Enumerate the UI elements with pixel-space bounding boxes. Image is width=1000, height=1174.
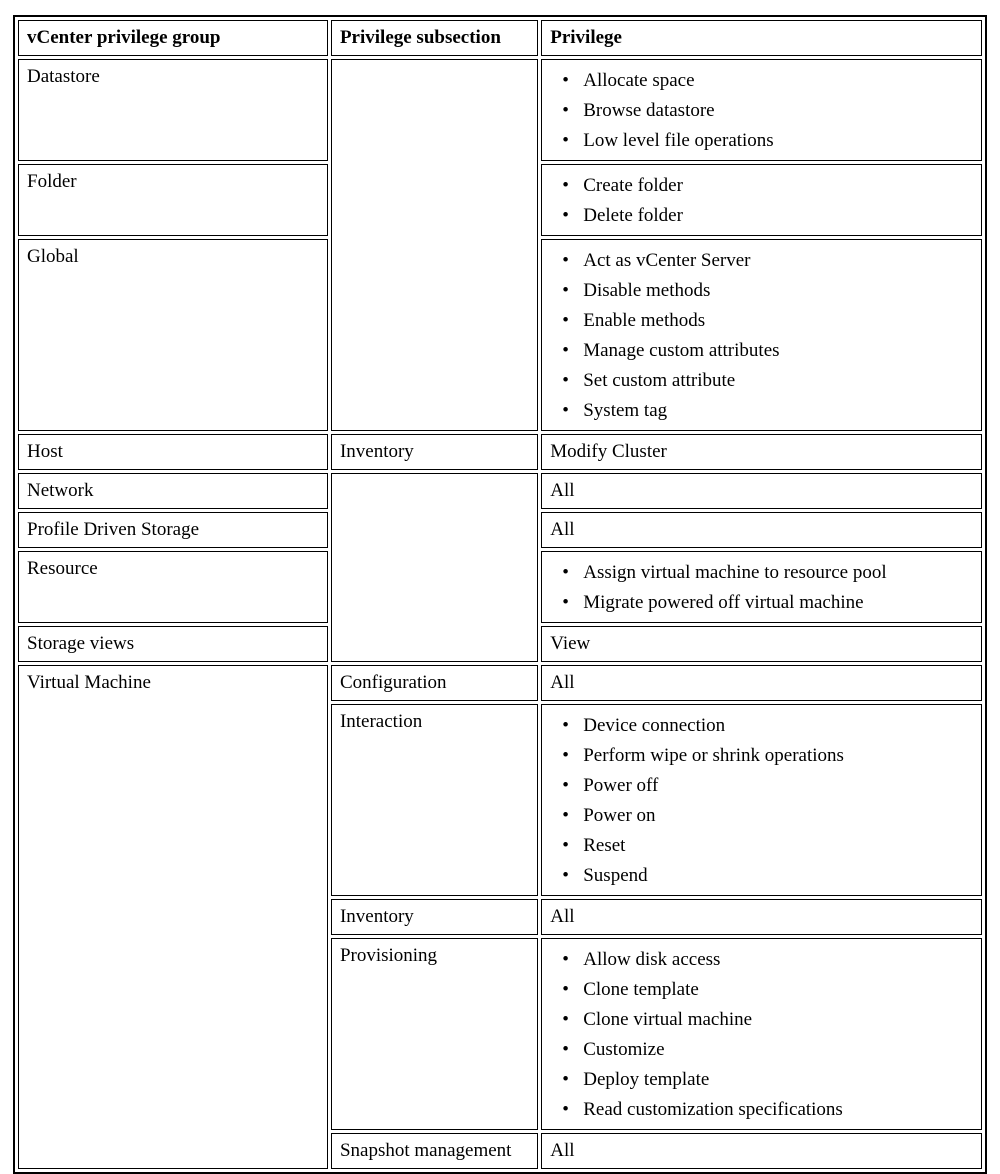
privilege-item: • Create folder: [550, 171, 973, 201]
privilege-item: • Perform wipe or shrink operations: [550, 741, 973, 771]
privilege-cell: All: [541, 1133, 982, 1169]
group-cell: Host: [18, 434, 328, 470]
privilege-item: • Read customization specifications: [550, 1095, 973, 1125]
privilege-item: • Migrate powered off virtual machine: [550, 588, 973, 618]
privilege-list: [550, 64, 973, 156]
privilege-item: • Disable methods: [550, 276, 973, 306]
group-cell: Global: [18, 239, 328, 431]
privilege-item: • Act as vCenter Server: [550, 246, 973, 276]
privilege-item: • Allocate space: [550, 66, 973, 96]
privilege-list: [550, 244, 973, 426]
privilege-item: • Assign virtual machine to resource pool: [550, 558, 973, 588]
subsection-cell: Snapshot management: [331, 1133, 538, 1169]
subsection-cell-empty: [331, 59, 538, 431]
privileges-table: [13, 15, 987, 1174]
privilege-item: • Browse datastore: [550, 96, 973, 126]
privilege-cell: All: [541, 899, 982, 935]
privilege-item: • Device connection: [550, 711, 973, 741]
subsection-cell: Inventory: [331, 434, 538, 470]
privilege-item: • Reset: [550, 831, 973, 861]
group-cell: Resource: [18, 551, 328, 623]
group-cell: Network: [18, 473, 328, 509]
header-privilege: Privilege: [541, 20, 982, 56]
header-privilege-subsection: Privilege subsection: [331, 20, 538, 56]
privilege-item: • Customize: [550, 1035, 973, 1065]
privilege-cell: All: [541, 473, 982, 509]
privilege-item: • Deploy template: [550, 1065, 973, 1095]
privilege-cell: All: [541, 665, 982, 701]
privilege-cell: [541, 938, 982, 1130]
privilege-item: • Clone virtual machine: [550, 1005, 973, 1035]
privilege-cell: All: [541, 512, 982, 548]
privilege-cell: [541, 551, 982, 623]
table-row: [18, 434, 982, 470]
header-row: [18, 20, 982, 56]
privilege-item: • System tag: [550, 396, 973, 426]
privilege-item: • Low level file operations: [550, 126, 973, 156]
subsection-cell: Interaction: [331, 704, 538, 896]
privilege-item: • Power on: [550, 801, 973, 831]
privilege-item: • Set custom attribute: [550, 366, 973, 396]
privilege-list: [550, 709, 973, 891]
privilege-cell: [541, 59, 982, 161]
privilege-item: • Enable methods: [550, 306, 973, 336]
subsection-cell-empty: [331, 473, 538, 662]
table-row: [18, 473, 982, 509]
group-cell: Folder: [18, 164, 328, 236]
subsection-cell: Provisioning: [331, 938, 538, 1130]
privilege-list: [550, 943, 973, 1125]
privilege-cell: Modify Cluster: [541, 434, 982, 470]
table-row: [18, 59, 982, 161]
privilege-item: • Allow disk access: [550, 945, 973, 975]
header-privilege-group: vCenter privilege group: [18, 20, 328, 56]
privilege-cell: [541, 164, 982, 236]
privilege-item: • Clone template: [550, 975, 973, 1005]
privilege-list: [550, 169, 973, 231]
table-row: [18, 665, 982, 701]
subsection-cell: Inventory: [331, 899, 538, 935]
group-cell: Datastore: [18, 59, 328, 161]
privilege-item: • Delete folder: [550, 201, 973, 231]
privilege-item: • Manage custom attributes: [550, 336, 973, 366]
privilege-item: • Power off: [550, 771, 973, 801]
privilege-cell: [541, 239, 982, 431]
group-cell: Profile Driven Storage: [18, 512, 328, 548]
group-cell: Virtual Machine: [18, 665, 328, 1169]
privilege-cell: View: [541, 626, 982, 662]
group-cell: Storage views: [18, 626, 328, 662]
privilege-item: • Suspend: [550, 861, 973, 891]
privilege-list: [550, 556, 973, 618]
subsection-cell: Configuration: [331, 665, 538, 701]
privilege-cell: [541, 704, 982, 896]
